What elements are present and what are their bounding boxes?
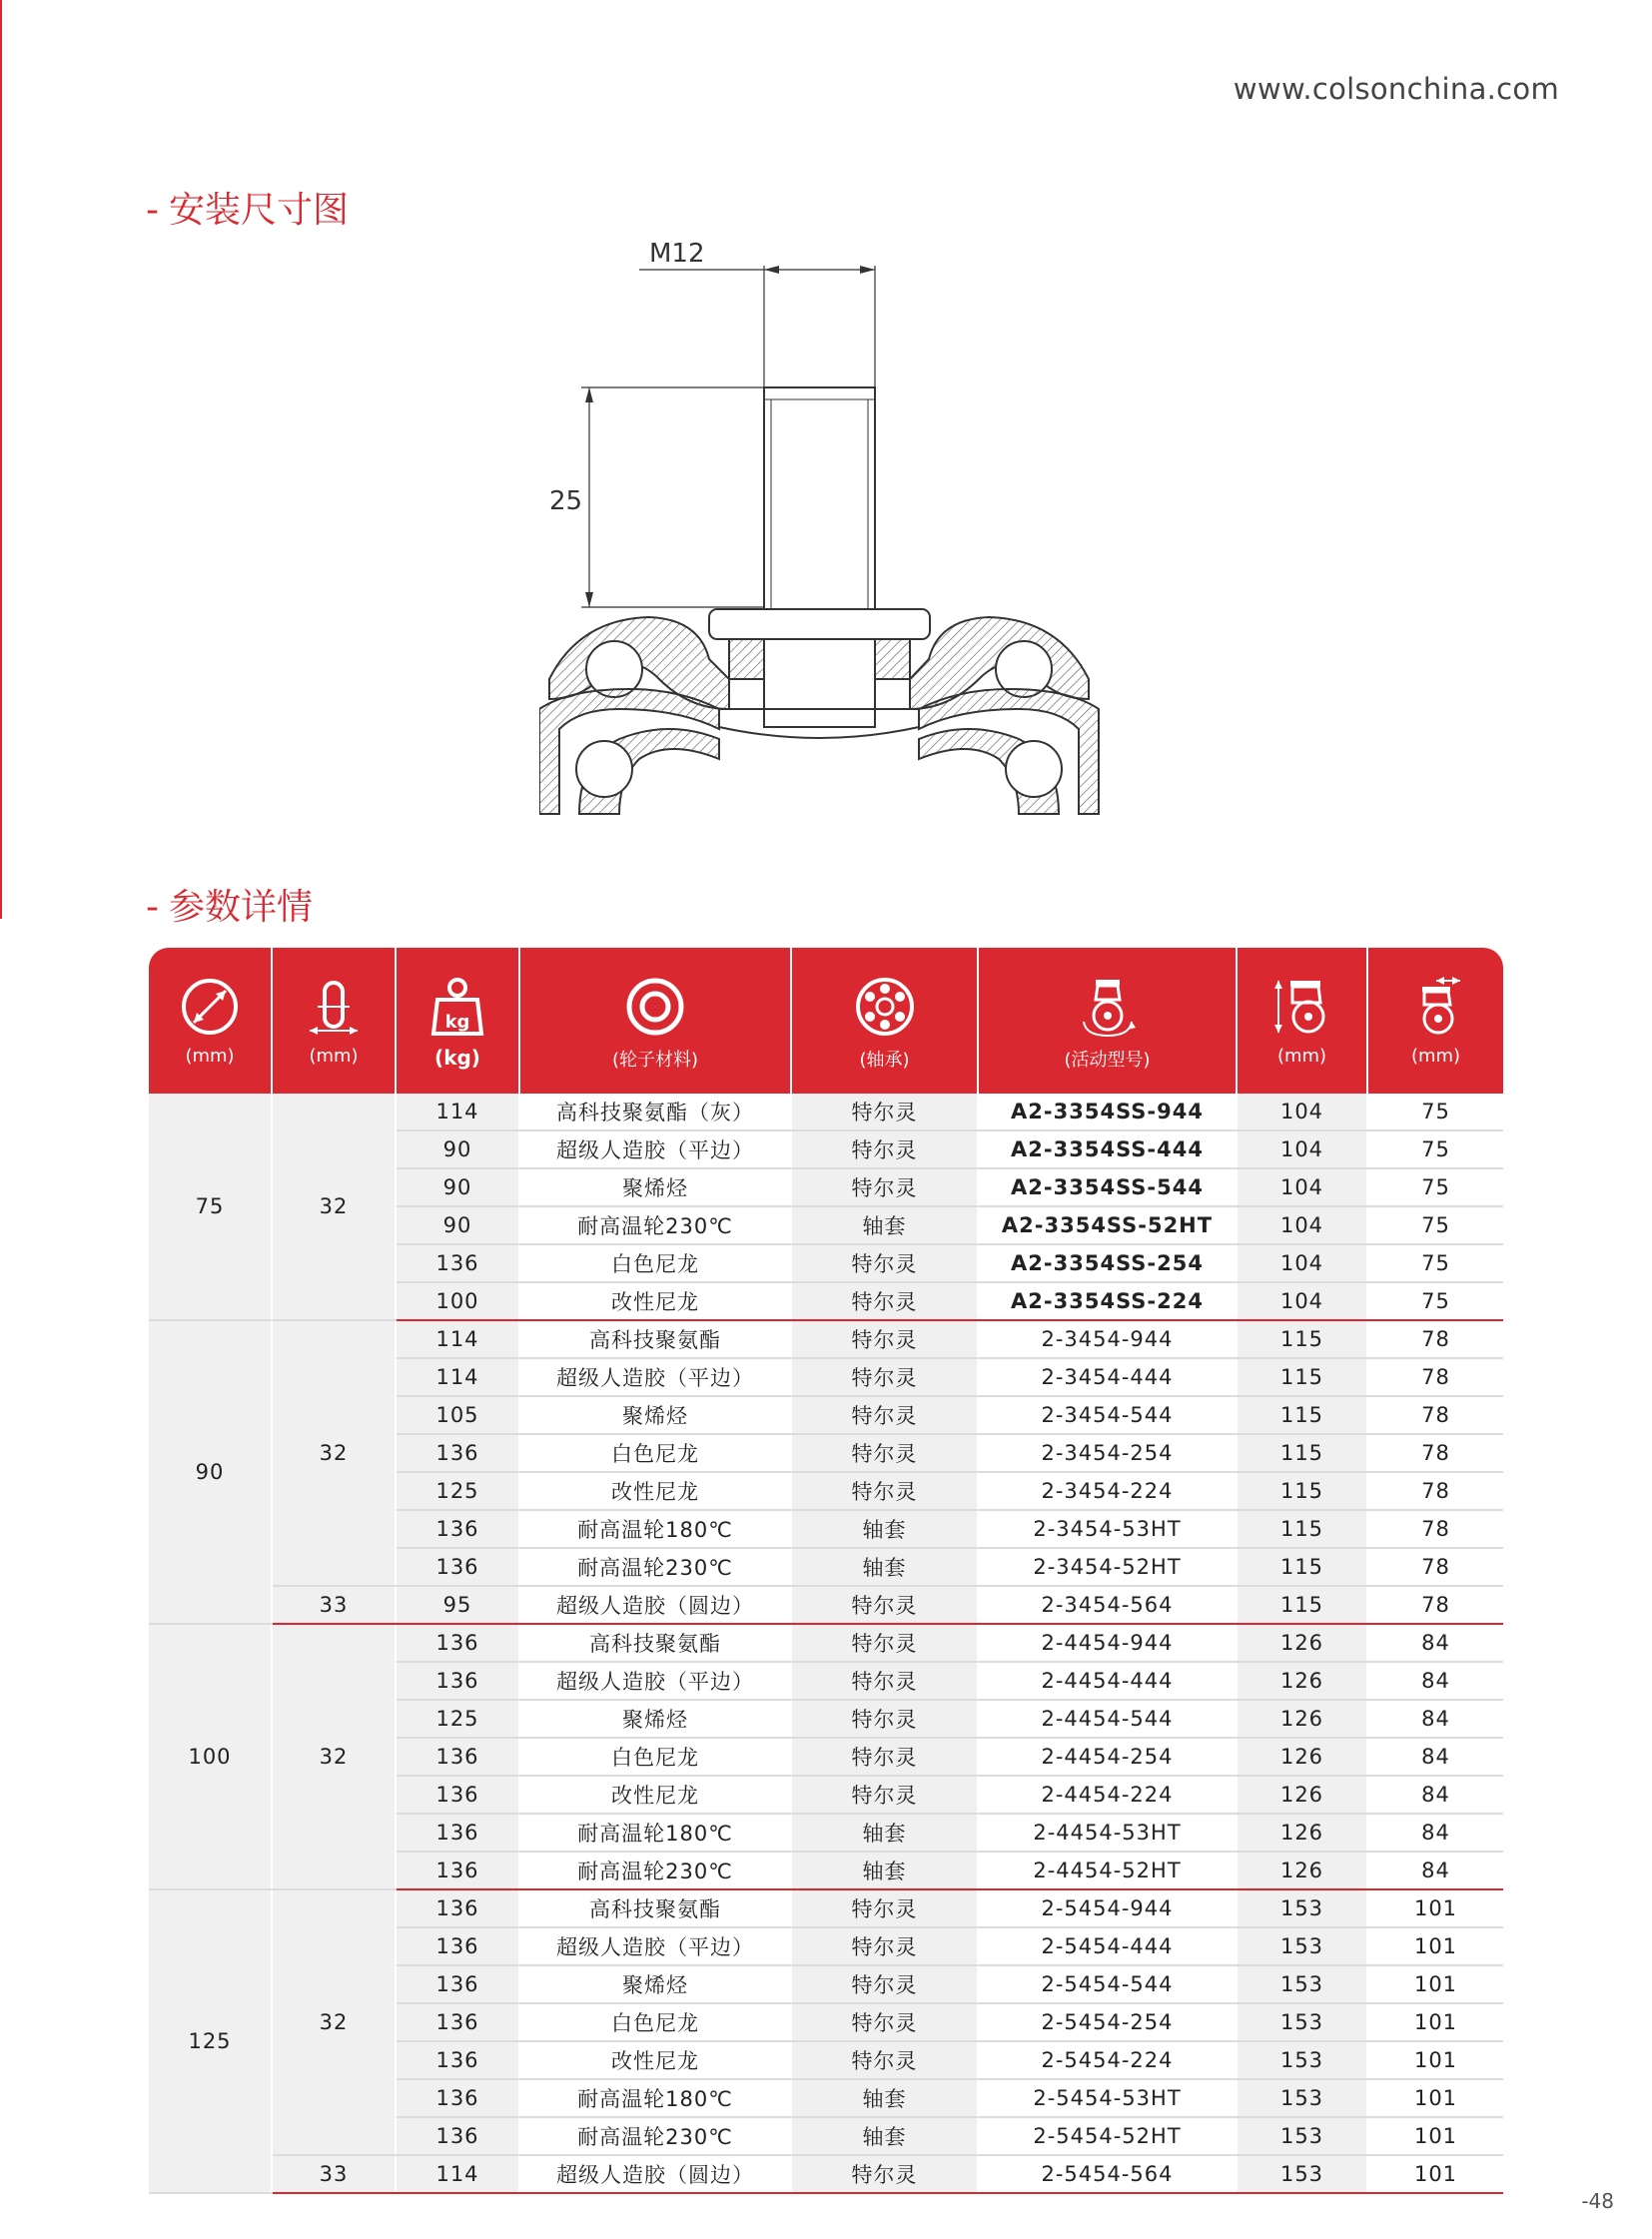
site-url[interactable]: www.colsonchina.com [1233,72,1559,106]
height-cell: 104 [1237,1244,1367,1282]
wheel-width-cell: 32 [272,1320,396,1586]
col-swivel-model [978,948,1237,1094]
model-cell: A2-3354SS-444 [978,1130,1237,1168]
height-cell: 104 [1237,1168,1367,1206]
load-cell: 136 [396,2079,519,2117]
offset-cell: 84 [1367,1814,1503,1852]
height-cell: 126 [1237,1738,1367,1776]
material-cell: 白色尼龙 [519,1434,791,1472]
table-row [149,1586,1503,1624]
load-cell: 136 [396,1662,519,1700]
load-cell: 136 [396,1548,519,1586]
load-cell: 136 [396,1244,519,1282]
height-cell: 153 [1237,2003,1367,2041]
bearing-cell: 特尔灵 [791,1776,978,1814]
bearing-cell: 特尔灵 [791,1472,978,1510]
model-cell: A2-3354SS-52HT [978,1206,1237,1244]
swivel-offset-icon [1405,976,1467,1038]
material-cell: 耐高温轮230℃ [519,1852,791,1889]
offset-cell: 75 [1367,1244,1503,1282]
bearing-cell: 轴套 [791,1510,978,1548]
install-title-text: 安装尺寸图 [169,190,350,231]
material-cell: 改性尼龙 [519,1472,791,1510]
model-cell: A2-3354SS-944 [978,1094,1237,1130]
thread-size-label: M12 [649,240,705,269]
load-cell: 136 [396,1889,519,1927]
model-cell: 2-4454-944 [978,1624,1237,1662]
height-unit: (mm) [1276,1046,1327,1067]
height-cell: 126 [1237,1662,1367,1700]
height-cell: 153 [1237,2079,1367,2117]
bearing-cell: 特尔灵 [791,1889,978,1927]
offset-cell: 101 [1367,2003,1503,2041]
wheel-width-cell: 32 [272,1094,396,1320]
col-wheel-width [272,948,396,1094]
load-cell: 90 [396,1168,519,1206]
model-cell: 2-3454-224 [978,1472,1237,1510]
model-cell: 2-4454-254 [978,1738,1237,1776]
offset-cell: 78 [1367,1434,1503,1472]
height-cell: 115 [1237,1320,1367,1358]
material-cell: 超级人造胶（圆边） [519,1586,791,1624]
bearing-cell: 特尔灵 [791,1927,978,1965]
bearing-cell: 轴套 [791,1814,978,1852]
bearing-cell: 特尔灵 [791,1396,978,1434]
title-dash: - [146,190,159,231]
model-cell: 2-4454-224 [978,1776,1237,1814]
load-cell: 136 [396,1738,519,1776]
material-cell: 耐高温轮230℃ [519,1548,791,1586]
height-cell: 153 [1237,1927,1367,1965]
material-label: (轮子材料) [611,1050,699,1071]
offset-cell: 84 [1367,1852,1503,1889]
load-cell: 136 [396,1927,519,1965]
model-cell: 2-4454-444 [978,1662,1237,1700]
offset-cell: 78 [1367,1510,1503,1548]
bearing-cell: 特尔灵 [791,1586,978,1624]
offset-cell: 78 [1367,1472,1503,1510]
offset-cell: 101 [1367,2155,1503,2193]
height-cell: 153 [1237,1889,1367,1927]
material-cell: 改性尼龙 [519,1282,791,1320]
left-accent-rule [0,0,2,919]
bearing-cell: 特尔灵 [791,1434,978,1472]
material-cell: 超级人造胶（平边） [519,1927,791,1965]
load-cell: 136 [396,1814,519,1852]
model-cell: 2-5454-544 [978,1965,1237,2003]
wheel-diameter-cell: 75 [149,1094,272,1320]
material-cell: 高科技聚氨酯 [519,1889,791,1927]
offset-cell: 84 [1367,1700,1503,1738]
bearing-cell: 轴套 [791,1206,978,1244]
col-material [519,948,791,1094]
bearing-cell: 特尔灵 [791,2003,978,2041]
offset-cell: 75 [1367,1094,1503,1130]
load-cell: 136 [396,1624,519,1662]
height-cell: 104 [1237,1130,1367,1168]
wheel-diameter-unit: (mm) [185,1046,235,1067]
load-unit: (kg) [434,1046,480,1070]
bearing-cell: 特尔灵 [791,2155,978,2193]
model-cell: 2-3454-254 [978,1434,1237,1472]
col-wheel-diameter [149,948,272,1094]
height-cell: 115 [1237,1510,1367,1548]
height-cell: 126 [1237,1700,1367,1738]
model-cell: 2-5454-944 [978,1889,1237,1927]
load-cell: 136 [396,1852,519,1889]
bearing-cell: 轴套 [791,2117,978,2155]
bearing-label: (轴承) [859,1050,910,1071]
table-row [149,1889,1503,1927]
load-cell: 136 [396,2041,519,2079]
stem-length-label: 25 [549,486,583,516]
load-cell: 136 [396,1510,519,1548]
material-cell: 高科技聚氨酯 [519,1624,791,1662]
material-cell: 超级人造胶（平边） [519,1130,791,1168]
height-cell: 104 [1237,1282,1367,1320]
model-cell: 2-3454-944 [978,1320,1237,1358]
bearing-cell: 特尔灵 [791,1965,978,2003]
height-cell: 126 [1237,1624,1367,1662]
model-cell: 2-3454-544 [978,1396,1237,1434]
section-title-params [146,879,313,930]
material-cell: 超级人造胶（平边） [519,1358,791,1396]
spec-table-wrapper [149,948,1503,2194]
height-cell: 126 [1237,1776,1367,1814]
col-bearing [791,948,978,1094]
mounting-dimension-drawing [539,240,1119,839]
material-cell: 白色尼龙 [519,1244,791,1282]
offset-cell: 101 [1367,2041,1503,2079]
wheel-diameter-cell: 90 [149,1320,272,1624]
material-cell: 聚烯烃 [519,1396,791,1434]
height-cell: 153 [1237,1965,1367,2003]
offset-cell: 84 [1367,1738,1503,1776]
height-cell: 126 [1237,1814,1367,1852]
wheel-width-cell: 32 [272,1889,396,2155]
bearing-icon [854,976,916,1038]
load-cell: 100 [396,1282,519,1320]
height-cell: 153 [1237,2041,1367,2079]
material-cell: 超级人造胶（平边） [519,1662,791,1700]
offset-cell: 78 [1367,1358,1503,1396]
material-cell: 耐高温轮180℃ [519,1510,791,1548]
offset-cell: 101 [1367,2117,1503,2155]
height-cell: 104 [1237,1094,1367,1130]
bearing-cell: 特尔灵 [791,1244,978,1282]
material-cell: 高科技聚氨酯 [519,1320,791,1358]
bearing-cell: 特尔灵 [791,1662,978,1700]
bearing-cell: 特尔灵 [791,1320,978,1358]
offset-cell: 78 [1367,1586,1503,1624]
wheel-diameter-cell: 125 [149,1889,272,2193]
load-cell: 90 [396,1130,519,1168]
col-overall-height [1237,948,1367,1094]
bearing-cell: 轴套 [791,2079,978,2117]
bearing-cell: 特尔灵 [791,1700,978,1738]
table-row [149,1624,1503,1662]
kg-icon-text: kg [444,1012,470,1033]
offset-cell: 101 [1367,1927,1503,1965]
material-cell: 聚烯烃 [519,1965,791,2003]
bearing-cell: 特尔灵 [791,1282,978,1320]
material-cell: 聚烯烃 [519,1168,791,1206]
offset-cell: 75 [1367,1168,1503,1206]
wheel-width-icon [303,976,365,1038]
section-title-install [146,182,349,233]
material-cell: 白色尼龙 [519,1738,791,1776]
material-cell: 耐高温轮230℃ [519,1206,791,1244]
bearing-cell: 特尔灵 [791,1130,978,1168]
height-cell: 115 [1237,1472,1367,1510]
material-cell: 改性尼龙 [519,1776,791,1814]
load-cell: 114 [396,2155,519,2193]
model-cell: A2-3354SS-254 [978,1244,1237,1282]
bearing-cell: 特尔灵 [791,1624,978,1662]
height-cell: 115 [1237,1586,1367,1624]
load-cell: 114 [396,1320,519,1358]
offset-cell: 84 [1367,1776,1503,1814]
load-cell: 114 [396,1094,519,1130]
height-cell: 115 [1237,1358,1367,1396]
material-cell: 耐高温轮180℃ [519,1814,791,1852]
model-cell: 2-4454-544 [978,1700,1237,1738]
table-row [149,1320,1503,1358]
material-cell: 聚烯烃 [519,1700,791,1738]
offset-unit: (mm) [1410,1046,1461,1067]
offset-cell: 84 [1367,1624,1503,1662]
table-row [149,2155,1503,2193]
load-cell: 136 [396,1434,519,1472]
model-cell: 2-3454-444 [978,1358,1237,1396]
wheel-width-unit: (mm) [309,1046,359,1067]
offset-cell: 75 [1367,1282,1503,1320]
material-cell: 耐高温轮180℃ [519,2079,791,2117]
load-cell: 136 [396,2117,519,2155]
material-cell: 白色尼龙 [519,2003,791,2041]
load-cell: 125 [396,1700,519,1738]
model-cell: A2-3354SS-544 [978,1168,1237,1206]
weight-kg-icon [426,976,488,1038]
model-label: (活动型号) [1064,1050,1151,1071]
bearing-cell: 特尔灵 [791,1168,978,1206]
height-cell: 153 [1237,2117,1367,2155]
offset-cell: 75 [1367,1206,1503,1244]
offset-cell: 101 [1367,1965,1503,2003]
model-cell: A2-3354SS-224 [978,1282,1237,1320]
wheel-diameter-icon [179,976,241,1038]
material-cell: 超级人造胶（圆边） [519,2155,791,2193]
load-cell: 105 [396,1396,519,1434]
spec-table-body [149,1094,1503,2193]
offset-cell: 78 [1367,1396,1503,1434]
col-swivel-offset [1367,948,1503,1094]
bearing-cell: 特尔灵 [791,2041,978,2079]
load-cell: 136 [396,1776,519,1814]
height-cell: 126 [1237,1852,1367,1889]
material-cell: 高科技聚氨酯（灰） [519,1094,791,1130]
load-cell: 125 [396,1472,519,1510]
load-cell: 136 [396,1965,519,2003]
caster-height-icon [1271,976,1333,1038]
offset-cell: 84 [1367,1662,1503,1700]
height-cell: 115 [1237,1548,1367,1586]
model-cell: 2-4454-53HT [978,1814,1237,1852]
bearing-cell: 特尔灵 [791,1358,978,1396]
model-cell: 2-3454-53HT [978,1510,1237,1548]
load-cell: 95 [396,1586,519,1624]
bearing-cell: 特尔灵 [791,1094,978,1130]
model-cell: 2-5454-53HT [978,2079,1237,2117]
load-cell: 114 [396,1358,519,1396]
model-cell: 2-5454-52HT [978,2117,1237,2155]
swivel-caster-icon [1077,976,1139,1038]
spec-table [149,948,1503,2194]
table-row [149,1094,1503,1130]
material-cell: 改性尼龙 [519,2041,791,2079]
bearing-cell: 轴套 [791,1548,978,1586]
offset-cell: 101 [1367,1889,1503,1927]
height-cell: 153 [1237,2155,1367,2193]
wheel-width-cell: 33 [272,1586,396,1624]
wheel-width-cell: 32 [272,1624,396,1889]
model-cell: 2-3454-564 [978,1586,1237,1624]
wheel-width-cell: 33 [272,2155,396,2193]
model-cell: 2-5454-224 [978,2041,1237,2079]
height-cell: 115 [1237,1396,1367,1434]
material-cell: 耐高温轮230℃ [519,2117,791,2155]
title-dash: - [146,887,159,928]
page-number: -48 [1581,2189,1614,2213]
offset-cell: 78 [1367,1320,1503,1358]
bearing-cell: 轴套 [791,1852,978,1889]
params-title-text: 参数详情 [169,887,314,928]
model-cell: 2-5454-444 [978,1927,1237,1965]
load-cell: 136 [396,2003,519,2041]
offset-cell: 78 [1367,1548,1503,1586]
model-cell: 2-5454-564 [978,2155,1237,2193]
offset-cell: 101 [1367,2079,1503,2117]
col-load [396,948,519,1094]
load-cell: 90 [396,1206,519,1244]
offset-cell: 75 [1367,1130,1503,1168]
model-cell: 2-5454-254 [978,2003,1237,2041]
wheel-material-icon [624,976,686,1038]
model-cell: 2-4454-52HT [978,1852,1237,1889]
spec-table-header [149,948,1503,1094]
height-cell: 104 [1237,1206,1367,1244]
model-cell: 2-3454-52HT [978,1548,1237,1586]
bearing-cell: 特尔灵 [791,1738,978,1776]
height-cell: 115 [1237,1434,1367,1472]
wheel-diameter-cell: 100 [149,1624,272,1889]
